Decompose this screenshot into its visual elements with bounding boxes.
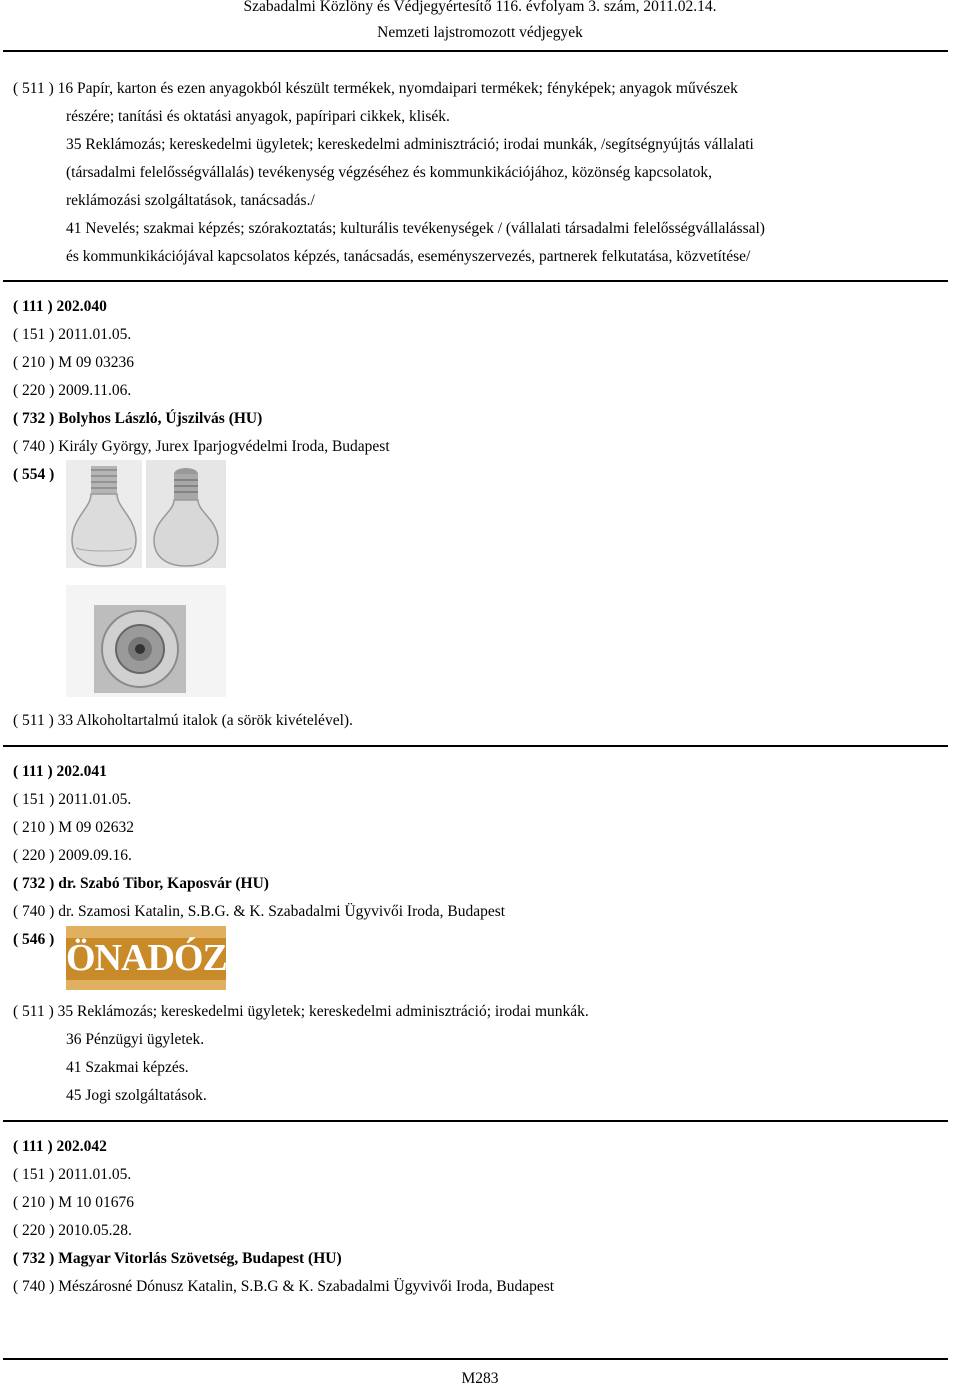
entry2-546: ( 546 ): [13, 931, 55, 948]
top-511-line: ( 511 ) 16 Papír, karton és ezen anyagokból készült termékek, nyomdaipari termékek; fényképek; anyagok művészek: [13, 80, 738, 97]
entry3-151: ( 151 ) 2011.01.05.: [13, 1166, 132, 1183]
entry2-511-class: 45 Jogi szolgáltatások.: [66, 1087, 207, 1104]
entry2-210: ( 210 ) M 09 02632: [13, 819, 134, 836]
entry3-111: ( 111 ) 202.042: [13, 1138, 107, 1155]
entry1-511: ( 511 ) 33 Alkoholtartalmú italok (a sörök kivételével).: [13, 712, 353, 729]
entry-divider: [3, 745, 948, 747]
bottle-front-photo: [66, 460, 142, 568]
entry2-740: ( 740 ) dr. Szamosi Katalin, S.B.G. & K. Szabadalmi Ügyvivői Iroda, Budapest: [13, 903, 506, 920]
entry1-554: ( 554 ): [13, 466, 55, 483]
journal-title: Szabadalmi Közlöny és Védjegyértesítő 116. évfolyam 3. szám, 2011.02.14.: [243, 0, 717, 15]
entry1-732: ( 732 ) Bolyhos László, Újszilvás (HU): [13, 410, 263, 427]
onadozo-logo: [66, 926, 256, 990]
entry2-111: ( 111 ) 202.041: [13, 763, 107, 780]
top-511-line: és kommunkikációjával kapcsolatos képzés, tanácsadás, eseményszervezés, partnerek felkutatása, közvetítése/: [66, 248, 751, 265]
top-511-line: 35 Reklámozás; kereskedelmi ügyletek; kereskedelmi adminisztráció; irodai munkák, /segítségnyújtás vállalati: [66, 136, 754, 153]
footer-divider: [3, 1358, 948, 1360]
logo-wordmark: ÖNADÓZÓ: [66, 937, 256, 979]
entry2-151: ( 151 ) 2011.01.05.: [13, 791, 132, 808]
entry2-511-class: 41 Szakmai képzés.: [66, 1059, 189, 1076]
entry2-220: ( 220 ) 2009.09.16.: [13, 847, 132, 864]
entry3-740: ( 740 ) Mészárosné Dónusz Katalin, S.B.G & K. Szabadalmi Ügyvivői Iroda, Budapest: [13, 1278, 555, 1295]
bottle-angle-photo: [146, 460, 226, 568]
entry2-511-class: 36 Pénzügyi ügyletek.: [66, 1031, 205, 1048]
header-divider: [3, 50, 948, 52]
entry-divider: [3, 1120, 948, 1122]
entry3-220: ( 220 ) 2010.05.28.: [13, 1222, 132, 1239]
entry1-220: ( 220 ) 2009.11.06.: [13, 382, 132, 399]
top-511-line: (társadalmi felelősségvállalás) tevékenység végzéséhez és kommunkikációjához, közönség kapcsolatok,: [66, 164, 713, 181]
top-511-line: részére; tanítási és oktatási anyagok, papíripari cikkek, klisék.: [66, 108, 450, 125]
top-511-line: reklámozási szolgáltatások, tanácsadás./: [66, 192, 315, 209]
top-511-line: 41 Nevelés; szakmai képzés; szórakoztatás; kulturális tevékenységek / (vállalati társadalmi felelősségvállalással): [66, 220, 765, 237]
entry-divider: [3, 280, 948, 282]
entry2-732: ( 732 ) dr. Szabó Tibor, Kaposvár (HU): [13, 875, 269, 892]
bottle-top-photo: [66, 585, 226, 697]
entry1-111: ( 111 ) 202.040: [13, 298, 107, 315]
entry2-511: ( 511 ) 35 Reklámozás; kereskedelmi ügyletek; kereskedelmi adminisztráció; irodai munkák.: [13, 1003, 589, 1020]
page-number: M283: [461, 1370, 499, 1387]
entry3-210: ( 210 ) M 10 01676: [13, 1194, 134, 1211]
entry3-732: ( 732 ) Magyar Vitorlás Szövetség, Budapest (HU): [13, 1250, 342, 1267]
entry1-210: ( 210 ) M 09 03236: [13, 354, 134, 371]
section-title: Nemzeti lajstromozott védjegyek: [377, 24, 583, 41]
entry1-151: ( 151 ) 2011.01.05.: [13, 326, 132, 343]
entry1-740: ( 740 ) Király György, Jurex Iparjogvédelmi Iroda, Budapest: [13, 438, 390, 455]
